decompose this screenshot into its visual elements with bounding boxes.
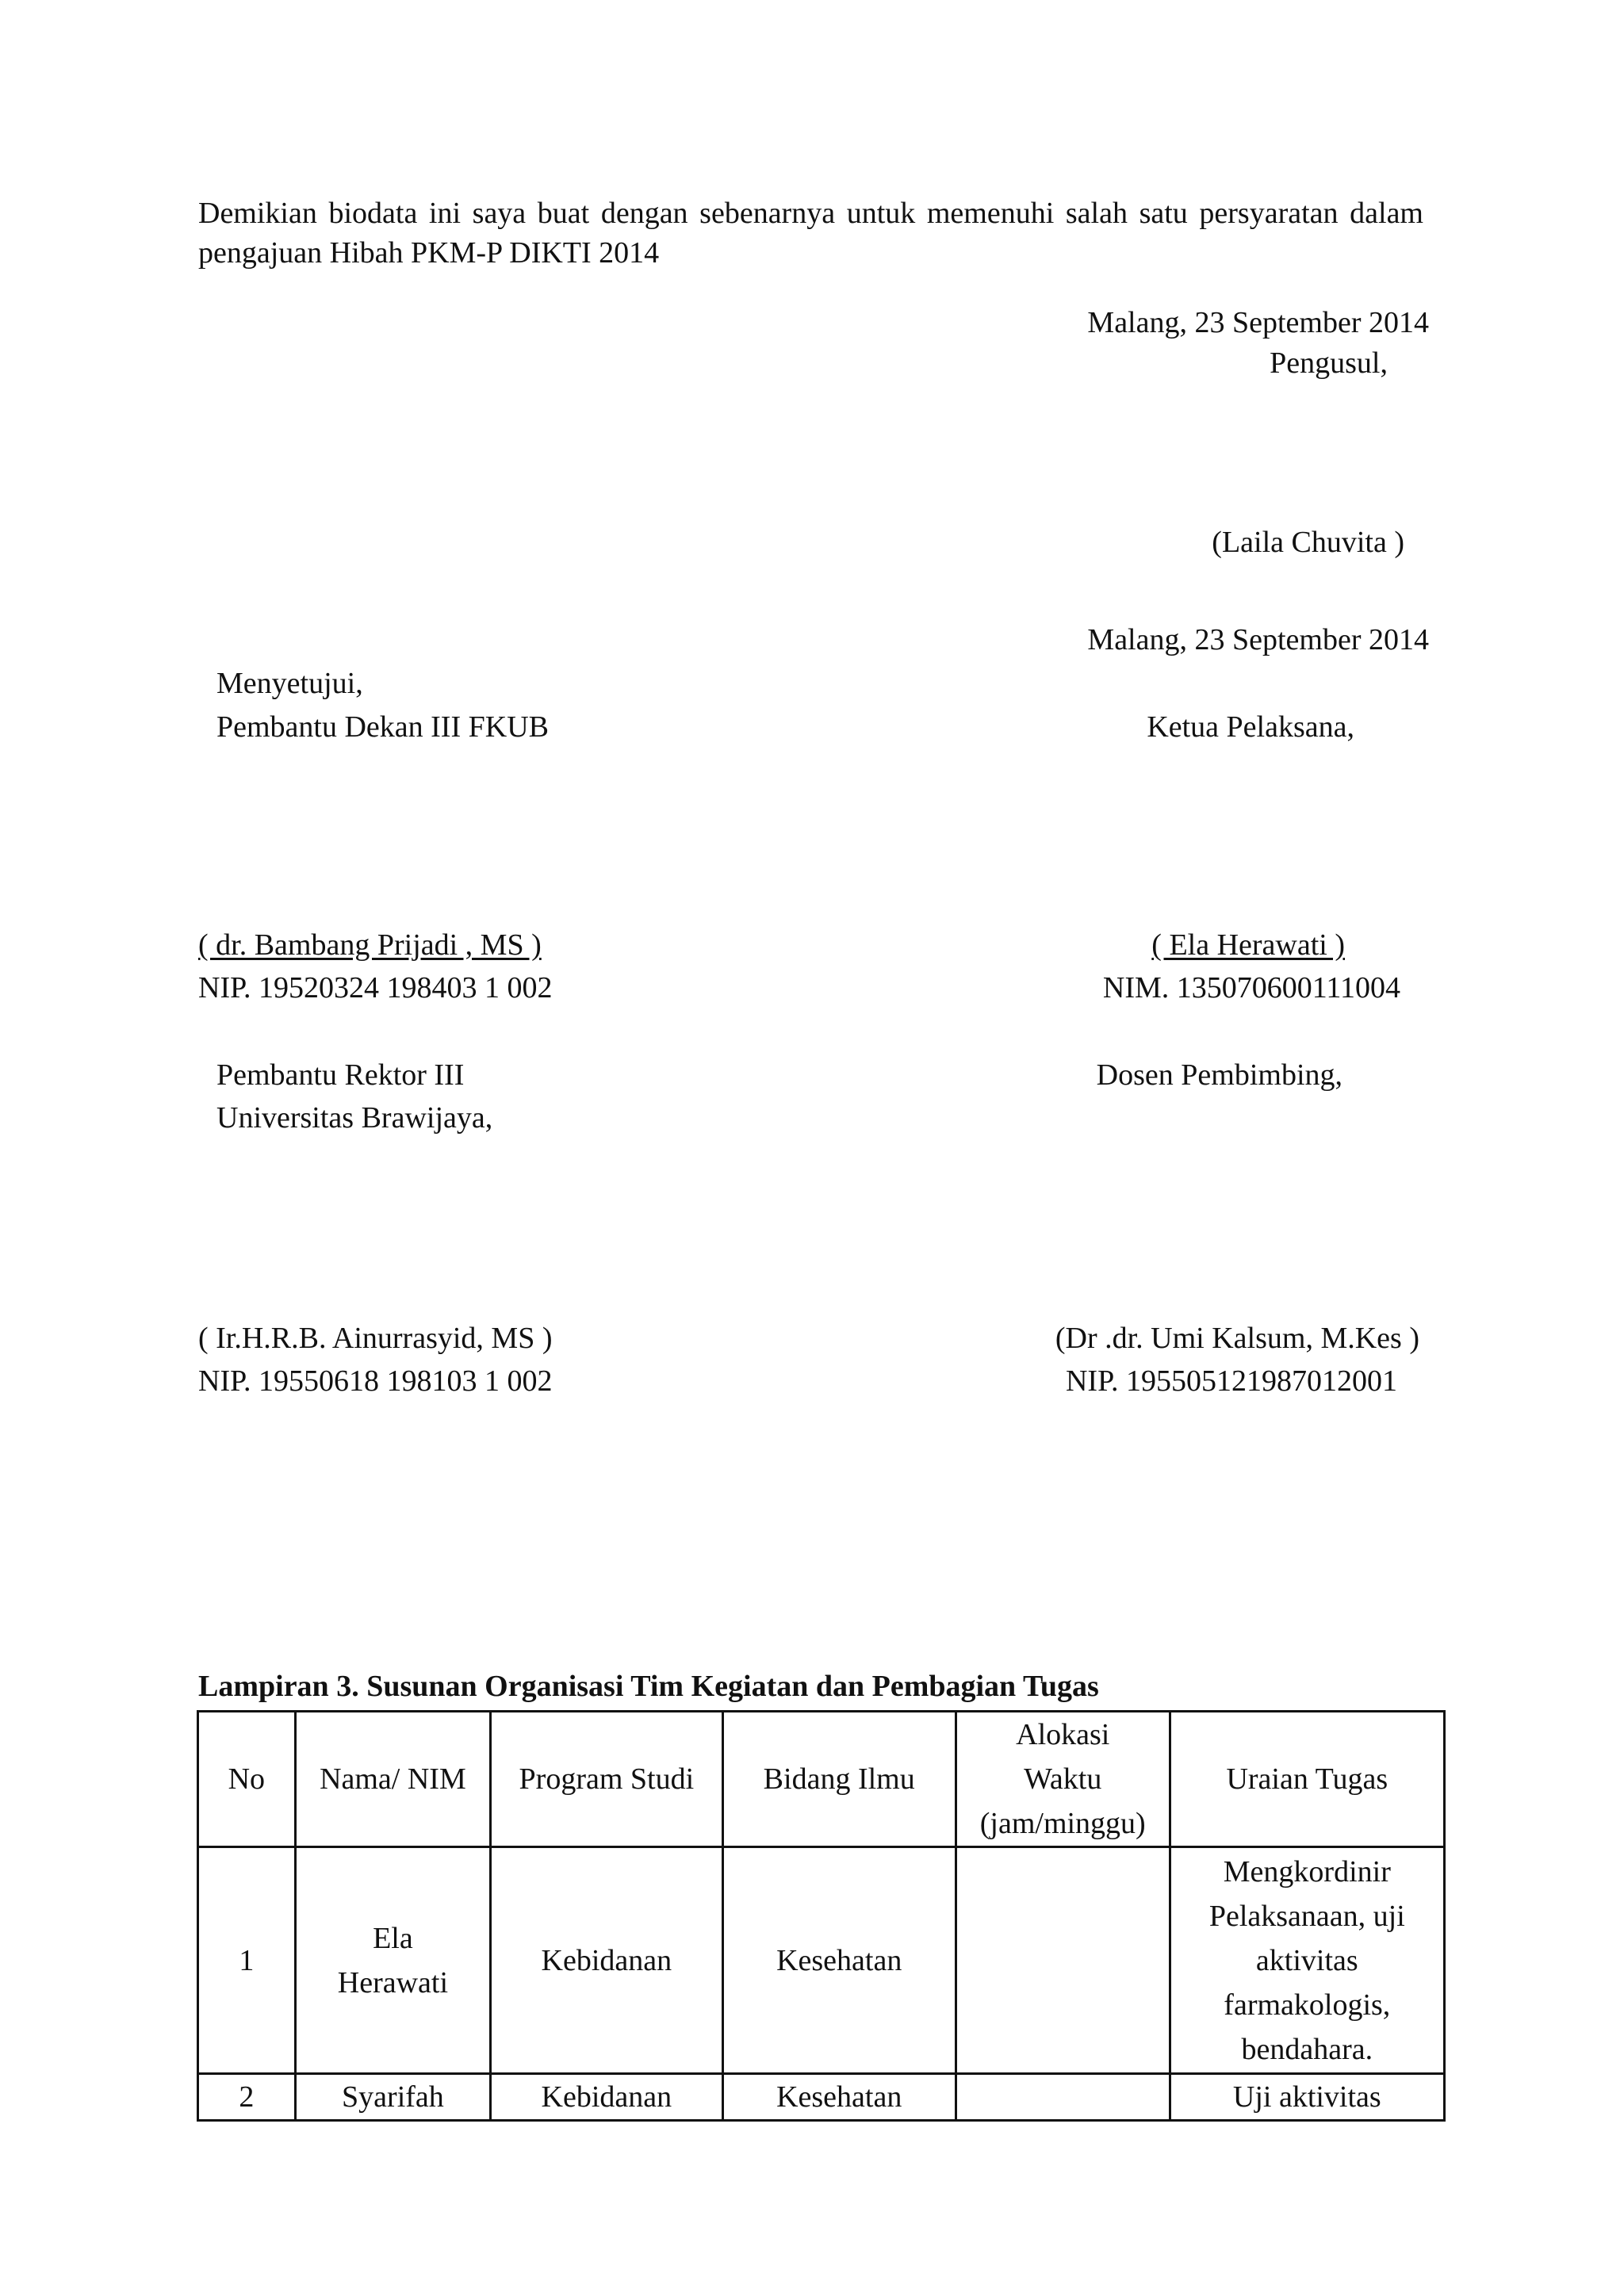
vice-dean-title: Pembantu Dekan III FKUB xyxy=(216,710,549,744)
vice-dean-name: ( dr. Bambang Prijadi , MS ) xyxy=(198,928,542,962)
university-name: Universitas Brawijaya, xyxy=(216,1101,493,1135)
row-field: Kesehatan xyxy=(722,2074,956,2121)
team-leader-name: ( Ela Herawati ) xyxy=(1151,928,1345,962)
row-name-line-2: Herawati xyxy=(337,1965,449,1999)
header-tasks: Uraian Tugas xyxy=(1170,1712,1444,1847)
approve-label: Menyetujui, xyxy=(216,667,363,700)
row-field: Kesehatan xyxy=(722,1847,956,2074)
proposer-role: Pengusul, xyxy=(1270,346,1388,380)
header-no: No xyxy=(198,1712,296,1847)
row-tasks xyxy=(1170,1847,1444,2074)
proposer-name: (Laila Chuvita ) xyxy=(1212,526,1404,559)
vice-rector-title: Pembantu Rektor III xyxy=(216,1058,465,1092)
supervisor-name: (Dr .dr. Umi Kalsum, M.Kes ) xyxy=(1055,1322,1419,1355)
header-program: Program Studi xyxy=(491,1712,722,1847)
row-no: 1 xyxy=(198,1847,296,2074)
row-name: Syarifah xyxy=(295,2074,490,2121)
row-name-line-1: Ela xyxy=(373,1921,413,1955)
approval-place-date: Malang, 23 September 2014 xyxy=(1087,623,1429,656)
row-program: Kebidanan xyxy=(491,1847,722,2074)
row-task-line: farmakologis, xyxy=(1224,1988,1391,2022)
table-row xyxy=(198,2074,1445,2121)
team-leader-nim: NIM. 135070600111004 xyxy=(1102,971,1400,1004)
table-header-row xyxy=(198,1712,1445,1847)
row-task-line: Mengkordinir xyxy=(1223,1854,1391,1888)
row-task-line: bendahara. xyxy=(1241,2032,1373,2066)
header-allocation-line-1: Alokasi xyxy=(1016,1718,1110,1751)
row-program: Kebidanan xyxy=(491,2074,722,2121)
header-field: Bidang Ilmu xyxy=(722,1712,956,1847)
header-name: Nama/ NIM xyxy=(295,1712,490,1847)
row-no: 2 xyxy=(198,2074,296,2121)
vice-rector-nip: NIP. 19550618 198103 1 002 xyxy=(198,1364,553,1398)
header-allocation xyxy=(956,1712,1170,1847)
row-allocation xyxy=(956,2074,1170,2121)
supervisor-title: Dosen Pembimbing, xyxy=(1096,1058,1342,1092)
row-task-line: Pelaksanaan, uji xyxy=(1208,1899,1405,1933)
row-allocation xyxy=(956,1847,1170,2074)
statement-line-1: Demikian biodata ini saya buat dengan sebenarnya untuk memenuhi salah satu persyaratan dalam xyxy=(198,197,1423,230)
row-name xyxy=(295,1847,490,2074)
vice-rector-name: ( Ir.H.R.B. Ainurrasyid, MS ) xyxy=(198,1322,553,1355)
row-tasks: Uji aktivitas xyxy=(1170,2074,1444,2121)
table-row xyxy=(198,1847,1445,2074)
supervisor-nip: NIP. 195505121987012001 xyxy=(1065,1364,1397,1398)
team-leader-title: Ketua Pelaksana, xyxy=(1147,710,1354,744)
header-allocation-line-2: Waktu xyxy=(1024,1762,1102,1796)
appendix-heading: Lampiran 3. Susunan Organisasi Tim Kegiatan dan Pembagian Tugas xyxy=(198,1670,1099,1703)
organization-table xyxy=(197,1710,1446,2122)
row-task-line: aktivitas xyxy=(1255,1943,1358,1977)
statement-line-2: pengajuan Hibah PKM-P DIKTI 2014 xyxy=(198,236,660,270)
vice-dean-nip: NIP. 19520324 198403 1 002 xyxy=(198,971,553,1004)
header-allocation-line-3: (jam/minggu) xyxy=(979,1807,1146,1840)
proposer-place-date: Malang, 23 September 2014 xyxy=(1087,306,1429,339)
